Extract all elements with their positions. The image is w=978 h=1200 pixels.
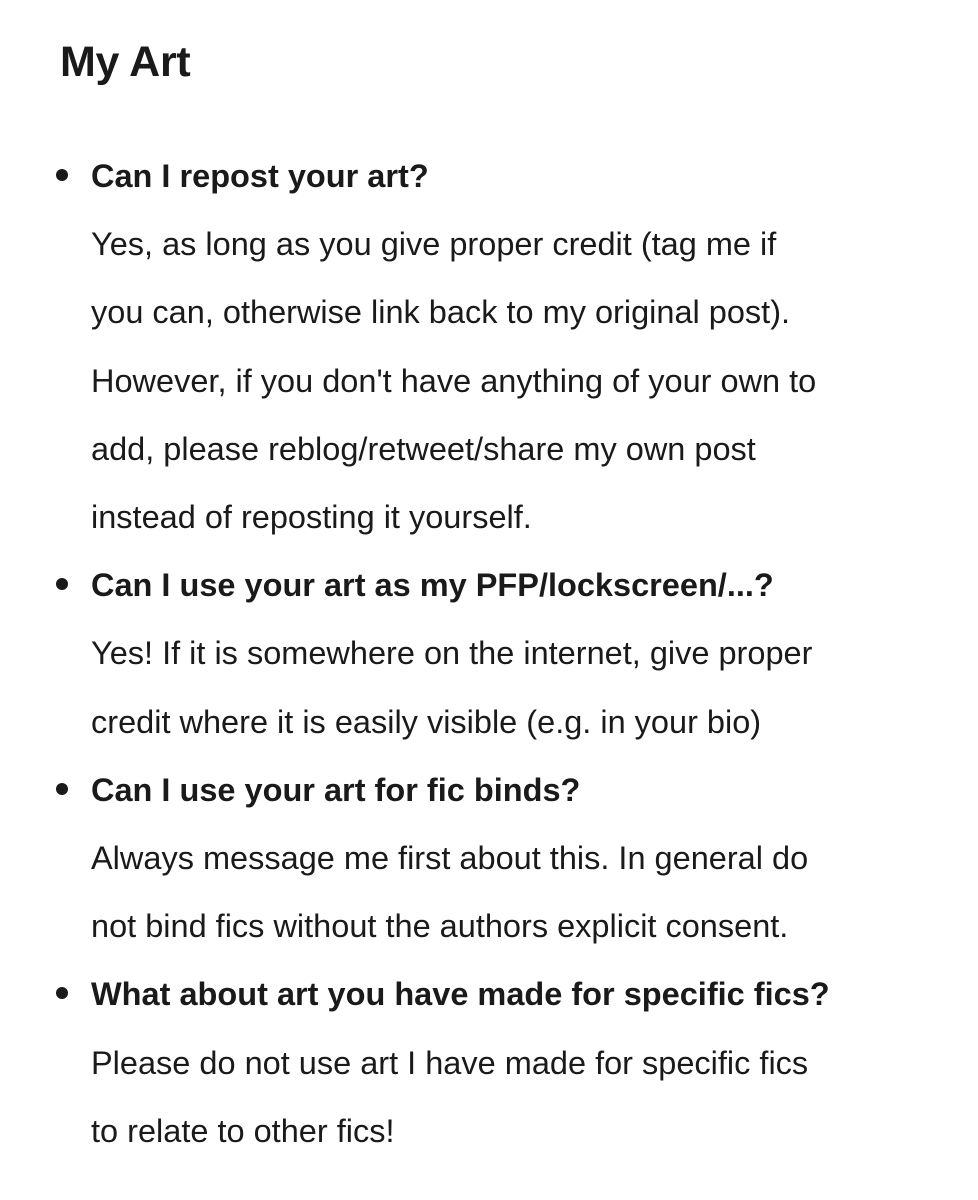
faq-item [0, 142, 978, 551]
faq-item [0, 960, 978, 1165]
page-title: My Art [60, 38, 191, 86]
bullet-icon [56, 783, 68, 795]
faq-question: Can I use your art as my PFP/lockscreen/...? [91, 567, 774, 604]
faq-answer-line: add, please reblog/retweet/share my own post [91, 430, 756, 467]
bullet-icon [56, 169, 68, 181]
faq-answer-line: you can, otherwise link back to my original post). [91, 294, 791, 331]
faq-answer-line: Yes, as long as you give proper credit (tag me if [91, 226, 777, 263]
faq-answer-line: instead of reposting it yourself. [91, 499, 532, 536]
faq-answer-line: not bind fics without the authors explicit consent. [91, 908, 789, 945]
faq-item [0, 756, 978, 961]
faq-list [0, 142, 978, 1165]
faq-answer-line: to relate to other fics! [91, 1112, 395, 1149]
faq-answer-line: Always message me first about this. In general do [91, 840, 809, 877]
faq-answer-line: However, if you don't have anything of your own to [91, 362, 817, 399]
faq-question: What about art you have made for specific fics? [91, 976, 830, 1013]
faq-answer-line: credit where it is easily visible (e.g. in your bio) [91, 703, 762, 740]
faq-question: Can I use your art for fic binds? [91, 771, 581, 808]
faq-question: Can I repost your art? [91, 158, 429, 194]
faq-answer-line: Yes! If it is somewhere on the internet, give proper [91, 635, 813, 672]
faq-item [0, 551, 978, 756]
faq-answer-line: Please do not use art I have made for specific fics [91, 1044, 809, 1081]
